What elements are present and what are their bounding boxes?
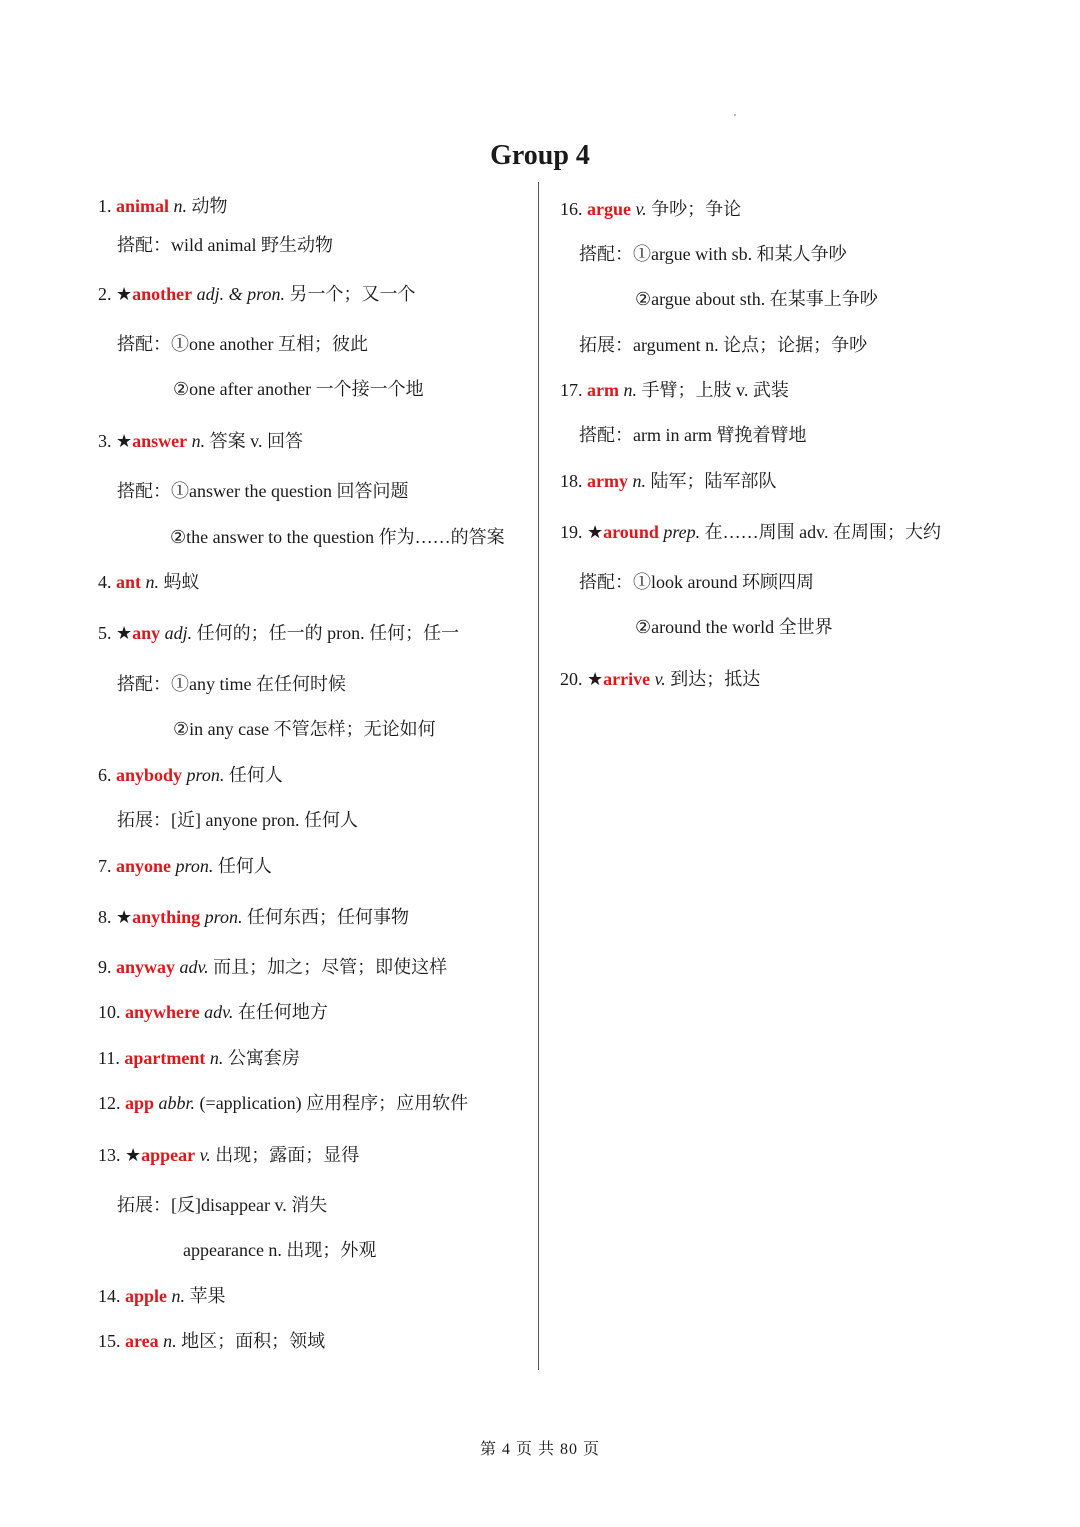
- usage-note: [579, 423, 806, 447]
- note-label: 搭配：: [117, 481, 171, 501]
- part-of-speech: n.: [167, 1286, 186, 1306]
- entry-number: 4.: [98, 572, 116, 592]
- entry-number: 5.: [98, 623, 116, 643]
- headword: appear: [141, 1145, 196, 1165]
- entry-number: 16.: [560, 199, 587, 219]
- note-text: wild animal 野生动物: [171, 235, 333, 255]
- note-label: 搭配：: [579, 244, 633, 264]
- headword: arm: [587, 380, 619, 400]
- note-label: 拓展：: [579, 335, 633, 355]
- part-of-speech: n.: [158, 1331, 177, 1351]
- note-text: ①answer the question 回答问题: [171, 481, 409, 501]
- headword: another: [132, 284, 193, 304]
- note-text: ①any time 在任何时候: [171, 674, 346, 694]
- entry-number: 10.: [98, 1002, 125, 1022]
- meaning: (=application) 应用程序；应用软件: [195, 1093, 469, 1113]
- meaning: 答案 v. 回答: [205, 431, 303, 451]
- part-of-speech: n.: [205, 1048, 224, 1068]
- note-label: 拓展：: [117, 810, 171, 830]
- note-label: 搭配：: [579, 425, 633, 445]
- note-label: 搭配：: [117, 674, 171, 694]
- part-of-speech: v.: [195, 1145, 211, 1165]
- part-of-speech: pron.: [182, 765, 225, 785]
- headword: apple: [125, 1286, 168, 1306]
- note-label: 拓展：: [117, 1195, 171, 1215]
- vocab-entry: [560, 378, 789, 402]
- meaning: 到达；抵达: [665, 669, 761, 689]
- headword: around: [603, 522, 659, 542]
- meaning: 任何东西；任何事物: [242, 907, 410, 927]
- note-label: 搭配：: [117, 235, 171, 255]
- vocab-entry: [560, 197, 741, 221]
- part-of-speech: v.: [650, 669, 666, 689]
- headword: anyone: [116, 856, 172, 876]
- headword: answer: [132, 431, 188, 451]
- note-text: appearance n. 出现；外观: [183, 1240, 377, 1260]
- usage-note: [579, 333, 867, 357]
- note-text: ①look around 环顾四周: [633, 572, 814, 592]
- meaning: 公寓套房: [223, 1048, 300, 1068]
- meaning: 地区；面积；领域: [176, 1331, 326, 1351]
- page-footer: 第 4 页 共 80 页: [479, 1441, 600, 1458]
- entry-number: 3.: [98, 431, 116, 451]
- meaning: 出现；露面；显得: [210, 1145, 360, 1165]
- note-label: 搭配：: [579, 572, 633, 592]
- headword: anybody: [116, 765, 183, 785]
- note-text: [近] anyone pron. 任何人: [171, 810, 358, 830]
- headword: area: [125, 1331, 159, 1351]
- star-icon: ★: [116, 431, 133, 451]
- usage-note: [579, 570, 814, 594]
- headword: app: [125, 1093, 155, 1113]
- meaning: 蚂蚁: [159, 572, 200, 592]
- part-of-speech: n.: [618, 380, 637, 400]
- note-label: 搭配：: [117, 334, 171, 354]
- headword: army: [587, 471, 628, 491]
- meaning: 在……周围 adv. 在周围；大约: [700, 522, 941, 542]
- usage-note: [579, 242, 847, 266]
- note-text: ②one after another 一个接一个地: [173, 379, 424, 399]
- meaning: 在任何地方: [233, 1002, 328, 1022]
- part-of-speech: n.: [187, 431, 206, 451]
- entry-number: 9.: [98, 957, 116, 977]
- entry-number: 15.: [98, 1331, 125, 1351]
- vocab-entry: [560, 667, 760, 691]
- vocab-entry: [560, 469, 776, 493]
- entry-number: 11.: [98, 1048, 125, 1068]
- star-icon: ★: [587, 669, 604, 689]
- meaning: 手臂；上肢 v. 武装: [636, 380, 789, 400]
- meaning: 苹果: [185, 1286, 226, 1306]
- note-text: ①argue with sb. 和某人争吵: [633, 244, 847, 264]
- part-of-speech: prep.: [658, 522, 701, 542]
- meaning: 陆军；陆军部队: [645, 471, 777, 491]
- headword: anywhere: [125, 1002, 200, 1022]
- note-text: arm in arm 臂挽着臂地: [633, 425, 807, 445]
- headword: anything: [132, 907, 201, 927]
- entry-number: 18.: [560, 471, 587, 491]
- entry-number: 20.: [560, 669, 587, 689]
- usage-note: [635, 615, 833, 639]
- entry-number: 12.: [98, 1093, 125, 1113]
- part-of-speech: n.: [627, 471, 646, 491]
- headword: ant: [116, 572, 142, 592]
- part-of-speech: v.: [631, 199, 647, 219]
- part-of-speech: n.: [169, 196, 188, 216]
- meaning: 争吵；争论: [646, 199, 742, 219]
- part-of-speech: adj.: [160, 623, 193, 643]
- entry-number: 17.: [560, 380, 587, 400]
- meaning: 任何人: [213, 856, 272, 876]
- meaning: 任何的；任一的 pron. 任何；任一: [192, 623, 460, 643]
- entry-number: 19.: [560, 522, 587, 542]
- note-text: ②around the world 全世界: [635, 617, 833, 637]
- usage-note: [635, 287, 878, 311]
- entry-number: 14.: [98, 1286, 125, 1306]
- note-text: ②in any case 不管怎样；无论如何: [173, 719, 436, 739]
- headword: arrive: [603, 669, 651, 689]
- star-icon: ★: [116, 284, 133, 304]
- star-icon: ★: [116, 623, 133, 643]
- star-icon: ★: [116, 907, 133, 927]
- entry-number: 6.: [98, 765, 116, 785]
- part-of-speech: abbr.: [154, 1093, 196, 1113]
- part-of-speech: adv.: [175, 957, 209, 977]
- headword: any: [132, 623, 161, 643]
- meaning: 任何人: [224, 765, 283, 785]
- entry-number: 8.: [98, 907, 116, 927]
- entry-number: 1.: [98, 196, 116, 216]
- page-title: Group 4: [490, 140, 590, 171]
- note-text: ②argue about sth. 在某事上争吵: [635, 289, 878, 309]
- part-of-speech: adv.: [199, 1002, 234, 1022]
- headword: argue: [587, 199, 631, 219]
- entry-number: 13.: [98, 1145, 125, 1165]
- vocab-entry: [560, 520, 941, 544]
- part-of-speech: adj. & pron.: [192, 284, 285, 304]
- meaning: 而且；加之；尽管；即使这样: [208, 957, 448, 977]
- part-of-speech: pron.: [200, 907, 243, 927]
- meaning: 另一个；又一个: [284, 284, 416, 304]
- note-text: [反]disappear v. 消失: [171, 1195, 328, 1215]
- meaning: 动物: [187, 196, 228, 216]
- star-icon: ★: [125, 1145, 142, 1165]
- part-of-speech: pron.: [171, 856, 214, 876]
- note-text: argument n. 论点；论据；争吵: [633, 335, 868, 355]
- headword: anyway: [116, 957, 176, 977]
- star-icon: ★: [587, 522, 604, 542]
- entry-number: 2.: [98, 284, 116, 304]
- headword: apartment: [124, 1048, 206, 1068]
- part-of-speech: n.: [141, 572, 160, 592]
- headword: animal: [116, 196, 170, 216]
- note-text: ①one another 互相；彼此: [171, 334, 368, 354]
- note-text: ②the answer to the question 作为……的答案: [170, 527, 505, 547]
- entry-number: 7.: [98, 856, 116, 876]
